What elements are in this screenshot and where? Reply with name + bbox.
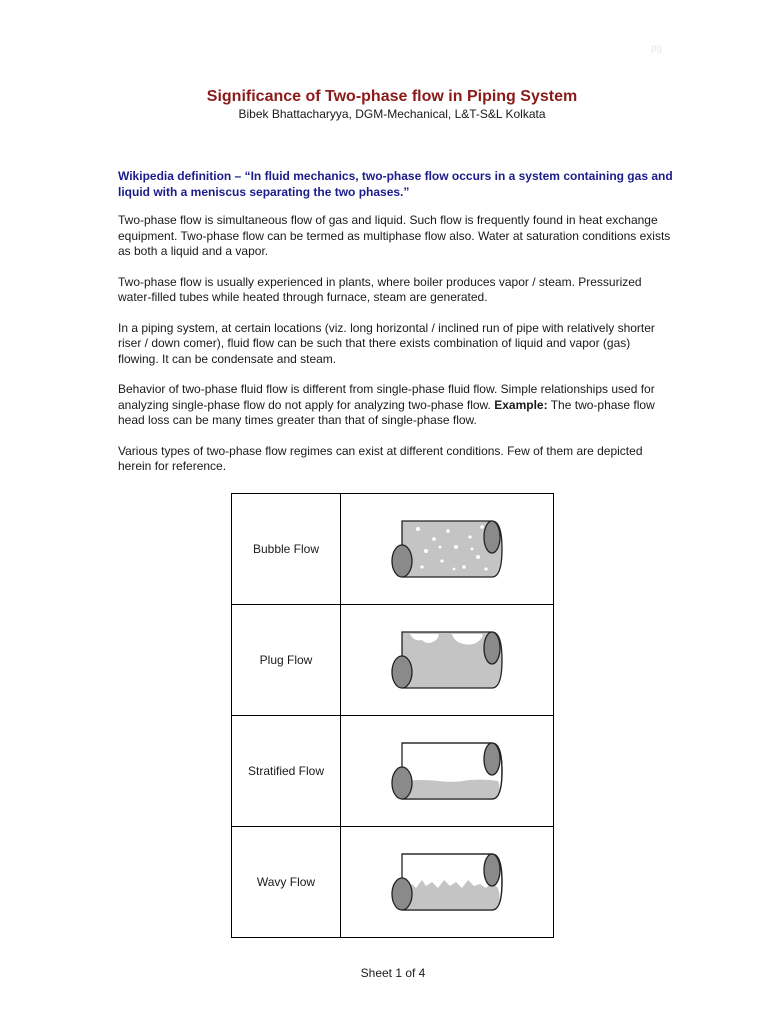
- paragraph-4-end: The two-phase flow head loss can be many times greater than that of single-phase flow.: [118, 397, 655, 427]
- stratified-flow-label: Stratified Flow: [232, 716, 341, 827]
- bubble-pipe-icon: [382, 517, 512, 581]
- document-body: [118, 169, 673, 490]
- plug-pipe-icon: [382, 628, 512, 692]
- stratified-flow-figure: [341, 716, 554, 827]
- flow-regime-table: [231, 493, 554, 938]
- plug-flow-figure: [341, 605, 554, 716]
- paragraph-4: [118, 382, 673, 429]
- table-row: [232, 605, 554, 716]
- wavy-flow-figure: [341, 827, 554, 938]
- table-row: [232, 716, 554, 827]
- table-row: [232, 827, 554, 938]
- wavy-flow-label: Wavy Flow: [232, 827, 341, 938]
- plug-flow-label: Plug Flow: [232, 605, 341, 716]
- paragraph-4-start: Behavior of two-phase fluid flow is different from single-phase fluid flow. Simple relationships used for analyzing single-phase flow do not apply for analyzing two-phase flow.: [118, 382, 655, 412]
- example-label: Example:: [494, 397, 548, 412]
- author-line: Bibek Bhattacharyya, DGM-Mechanical, L&T-S&L Kolkata: [238, 107, 546, 121]
- paragraph-1: Two-phase flow is simultaneous flow of gas and liquid. Such flow is frequently found in heat exchange equipment. Two-phase flow can be termed as multiphase flow also. Water at saturation conditions exists as both a liquid and a vapor.: [118, 213, 671, 258]
- paragraph-2: Two-phase flow is usually experienced in plants, where boiler produces vapor / steam. Pressurized water-filled tubes while heated through furnace, steam are generated.: [118, 274, 642, 304]
- paragraph-5: Various types of two-phase flow regimes can exist at different conditions. Few of them are depicted herein for reference.: [118, 443, 643, 473]
- page-footer: Sheet 1 of 4: [360, 966, 426, 980]
- bubble-flow-label: Bubble Flow: [232, 494, 341, 605]
- wavy-pipe-icon: [382, 850, 512, 914]
- bubble-flow-figure: [341, 494, 554, 605]
- stratified-pipe-icon: [382, 739, 512, 803]
- paragraph-3: In a piping system, at certain locations (viz. long horizontal / inclined run of pipe with relatively shorter riser / down comer), fluid flow can be such that there exists combination of liquid and vapor (gas) flowing. It can be condensate and steam.: [118, 320, 655, 366]
- wikipedia-definition: Wikipedia definition – “In fluid mechanics, two-phase flow occurs in a system containing gas and liquid with a meniscus separating the two phases.”: [118, 169, 673, 199]
- table-row: [232, 494, 554, 605]
- corner-mark: pg: [651, 43, 663, 54]
- page-title: Significance of Two-phase flow in Piping System: [206, 88, 578, 105]
